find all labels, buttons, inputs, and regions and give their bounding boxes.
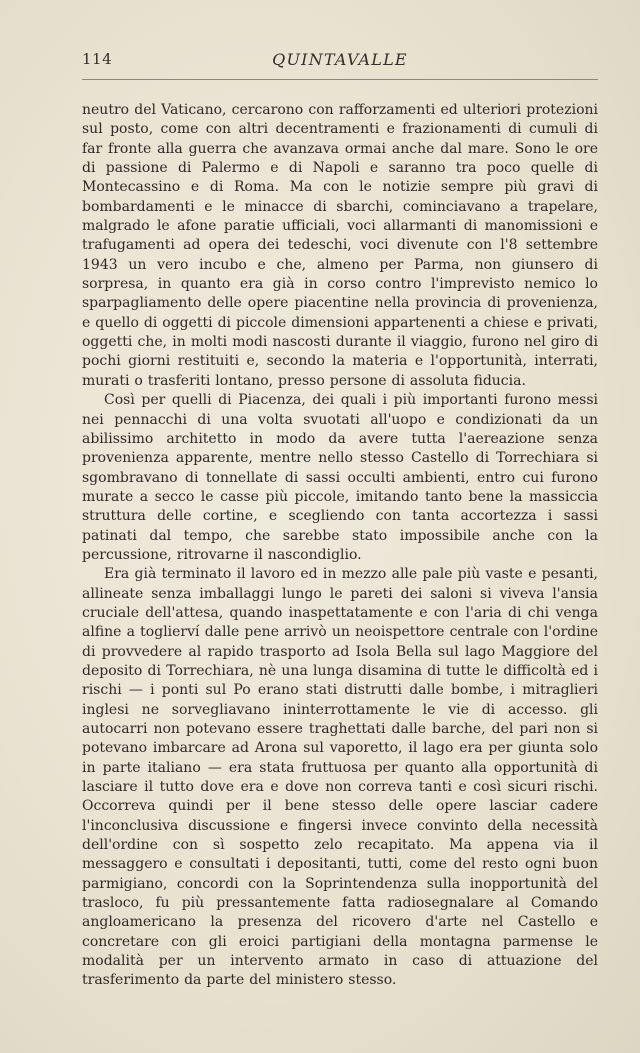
paragraph-3: Era già terminato il lavoro ed in mezzo alle pale più vaste e pesanti, allineate senza imballaggi lungo le pareti dei saloni si viveva l'ansia cruciale dell'attesa, quando inaspettatamente e con l'aria di chi venga alfine a toglierví dalle pene arrivò un neoispettore centrale con l'ordine di provvedere al rapido trasporto ad Isola Bella sul lago Maggiore del deposito di Torrechiara, nè una lunga disamina di tutte le difficoltà ed i rischi — i ponti sul Po erano stati distrutti dalle bombe, i mitraglieri inglesi ne sorvegliavano ininterrottamente le vie di accesso. gli autocarri non potevano essere traghettati dalle barche, del pari non si potevano imbarcare ad Arona sul vaporetto, il lago era per giunta solo in parte italiano — era stata fruttuosa per quanto alla opportunità di lasciare il tutto dove era e dove non correva tanti e così sicuri rischi. Occorreva quindi per il bene stesso delle opere lasciar cadere l'inconclusiva discussione e fingersi invece convinto della necessità dell'ordine con sì sospetto zelo recapitato. Ma appena via il messaggero e consultati i depositanti, tutti, come del resto ogni buon parmigiano, concordi con la Soprintendenza sulla inopportunità del trasloco, fu più pressantemente fatta radiosegnalare al Comando angloamericano la presenza del ricovero d'arte nel Castello e concretare con gli eroici partigiani della montagna parmense le modalità per un intervento armato in caso di attuazione del trasferimento da parte del ministero stesso. [82,566,598,989]
header-rule [82,79,598,80]
body-text [82,101,598,991]
page-number: 114 [82,50,113,68]
page-header [82,50,598,74]
paragraph-1: neutro del Vaticano, cercarono con rafforzamenti ed ulteriori protezioni sul posto, come con altri decentramenti e frazionamenti di cumuli di far fronte alla guerra che avanzava ormai anche dal mare. Sono le ore di passione di Palermo e di Napoli e saranno tra poco quelle di Montecassino e di Roma. Ma con le notizie sempre più gravi di bombardamenti e le minacce di sbarchi, cominciavano a trapelare, malgrado le afone paratie ufficiali, voci allarmanti di manomissioni e trafugamenti ad opera dei tedeschi, voci divenute con l'8 settembre 1943 un vero incubo e che, almeno per Parma, non giunsero di sorpresa, in quanto era già in corso contro l'imprevisto nemico lo sparpagliamento delle opere piacentine nella provincia di provenienza, e quello di oggetti di piccole dimensioni appartenenti a chiese e privati, oggetti che, in molti modi nascosti durante il viaggio, furono nel giro di pochi giorni restituiti e, secondo la materia e l'opportunità, interrati, murati o trasferiti lontano, presso persone di assoluta fiducia. [82,102,598,389]
paragraph-2: Così per quelli di Piacenza, dei quali i più importanti furono messi nei pennacchi di una volta svuotati all'uopo e condizionati da un abilissimo architetto in modo da avere tutta l'aereazione senza provenienza apparente, mentre nello stesso Castello di Torrechiara si sgombravano di tonnellate di sassi occulti ambienti, entro cui furono murate a secco le casse più piccole, imitando tanto bene la massiccia struttura delle cortine, e scegliendo con tanta accortezza i sassi patinati dal tempo, che sarebbe stato impossibile anche con la percussione, ritrovarne il nascondiglio. [82,392,598,563]
running-title: QUINTAVALLE [272,50,408,69]
